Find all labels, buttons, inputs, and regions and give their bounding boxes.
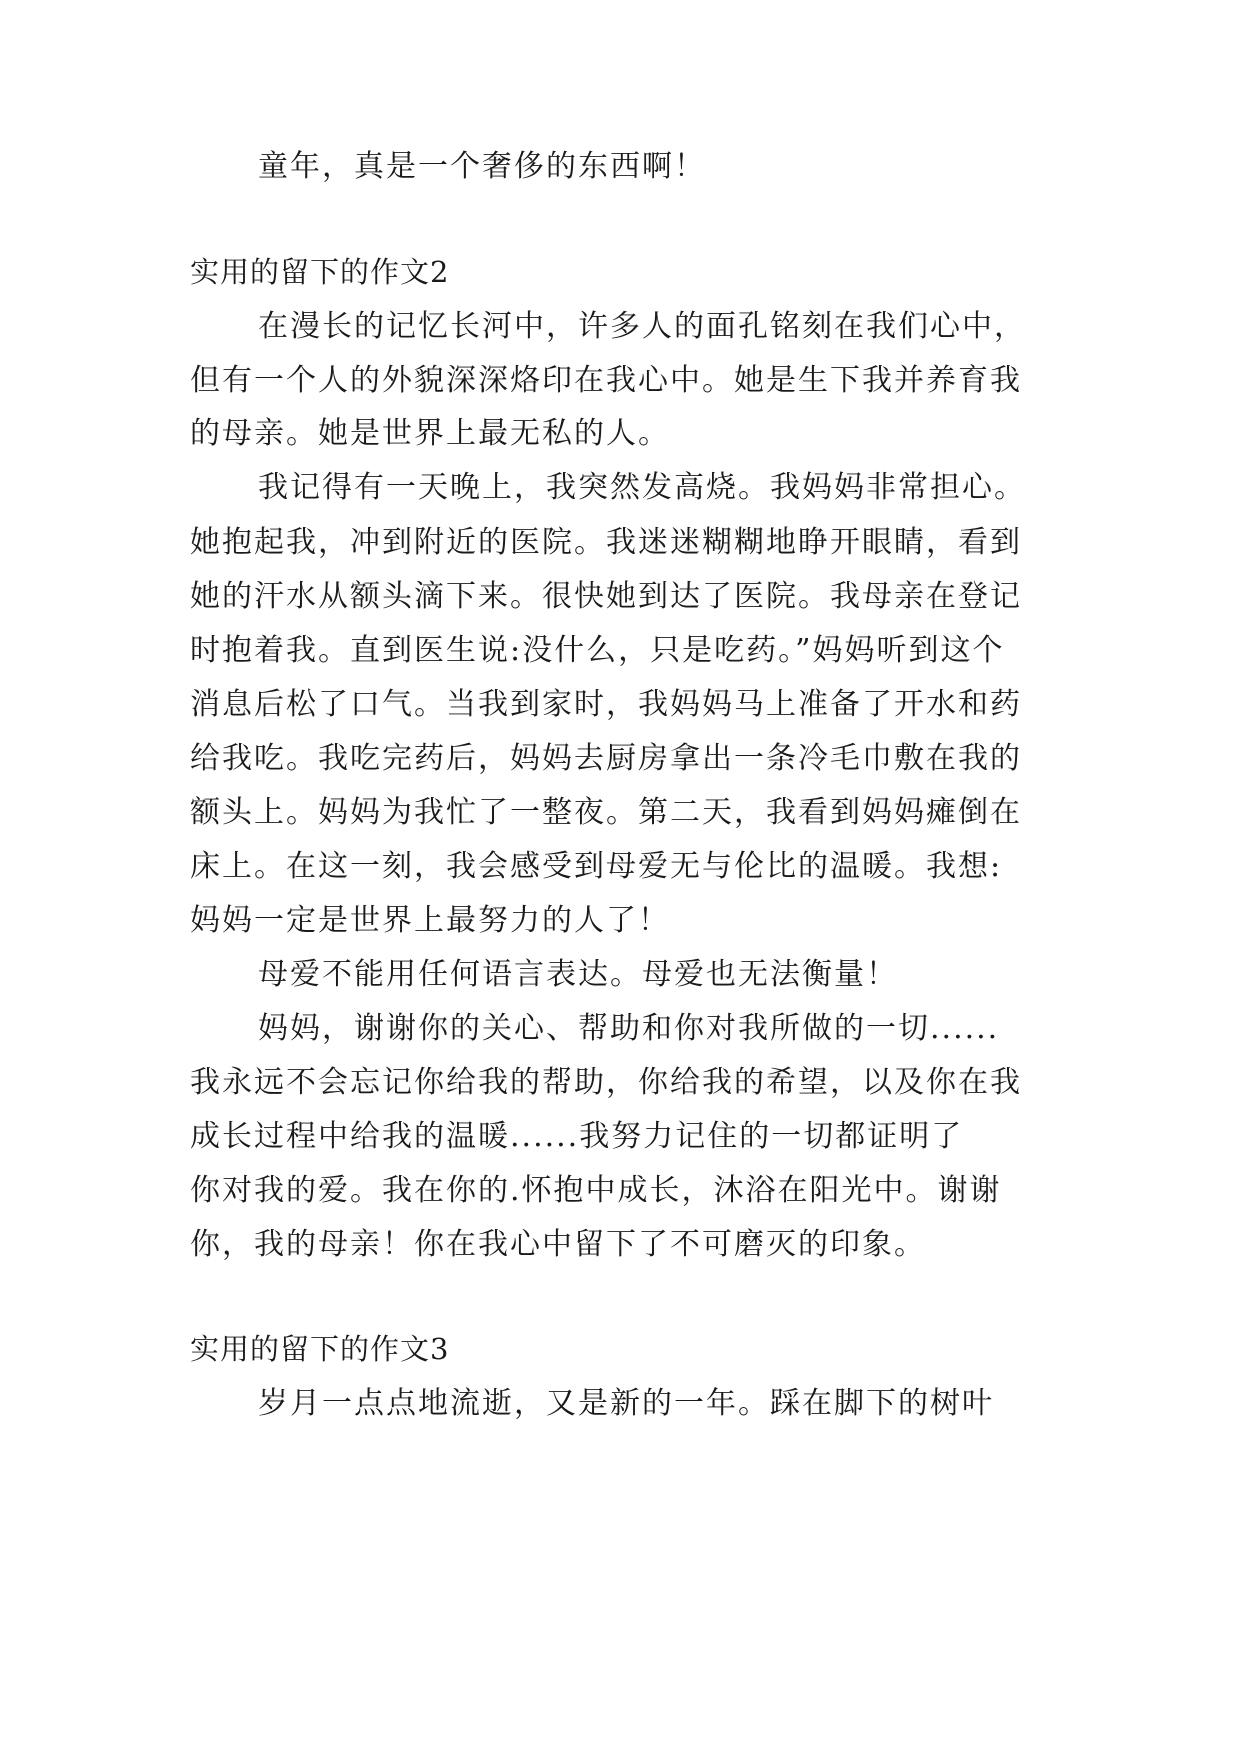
essay-2-line: 成长过程中给我的温暖......我努力记住的一切都证明了: [190, 1119, 964, 1154]
essay-2-line: 给我吃。我吃完药后，妈妈去厨房拿出一条冷毛巾敷在我的: [190, 741, 1022, 776]
essay-2-line: 我记得有一天晚上，我突然发高烧。我妈妈非常担心。: [258, 470, 1026, 505]
essay-2-line: 消息后松了口气。当我到家时，我妈妈马上准备了开水和药: [190, 687, 1022, 722]
essay-2-line: 床上。在这一刻，我会感受到母爱无与伦比的温暖。我想:: [190, 849, 1003, 884]
essay-2-line: 额头上。妈妈为我忙了一整夜。第二天，我看到妈妈瘫倒在: [190, 795, 1022, 830]
essay-3-line: 岁月一点点地流逝，又是新的一年。踩在脚下的树叶: [258, 1386, 994, 1421]
intro-closing-line: 童年，真是一个奢侈的东西啊！: [258, 149, 706, 184]
essay-2-line: 母爱不能用任何语言表达。母爱也无法衡量！: [258, 957, 898, 992]
essay-2-line: 她的汗水从额头滴下来。很快她到达了医院。我母亲在登记: [190, 579, 1022, 614]
essay-2-line: 你对我的爱。我在你的.怀抱中成长，沐浴在阳光中。谢谢: [190, 1173, 1002, 1208]
essay-2-line: 时抱着我。直到医生说:没什么，只是吃药。”妈妈听到这个: [190, 633, 1005, 668]
essay-2-line: 我永远不会忘记你给我的帮助，你给我的希望，以及你在我: [190, 1065, 1022, 1100]
essay-3-title: 实用的留下的作文3: [190, 1332, 450, 1366]
essay-2-line: 你，我的母亲！你在我心中留下了不可磨灭的印象。: [190, 1227, 926, 1262]
essay-2-line: 的母亲。她是世界上最无私的人。: [190, 416, 670, 451]
essay-2-line: 妈妈，谢谢你的关心、帮助和你对我所做的一切......: [258, 1011, 1000, 1046]
essay-2-line: 妈妈一定是世界上最努力的人了！: [190, 903, 670, 938]
essay-2-line: 她抱起我，冲到附近的医院。我迷迷糊糊地睁开眼睛，看到: [190, 525, 1022, 560]
essay-2-title: 实用的留下的作文2: [190, 255, 450, 289]
essay-2-line: 在漫长的记忆长河中，许多人的面孔铭刻在我们心中，: [258, 309, 1026, 344]
essay-2-line: 但有一个人的外貌深深烙印在我心中。她是生下我并养育我: [190, 363, 1022, 398]
